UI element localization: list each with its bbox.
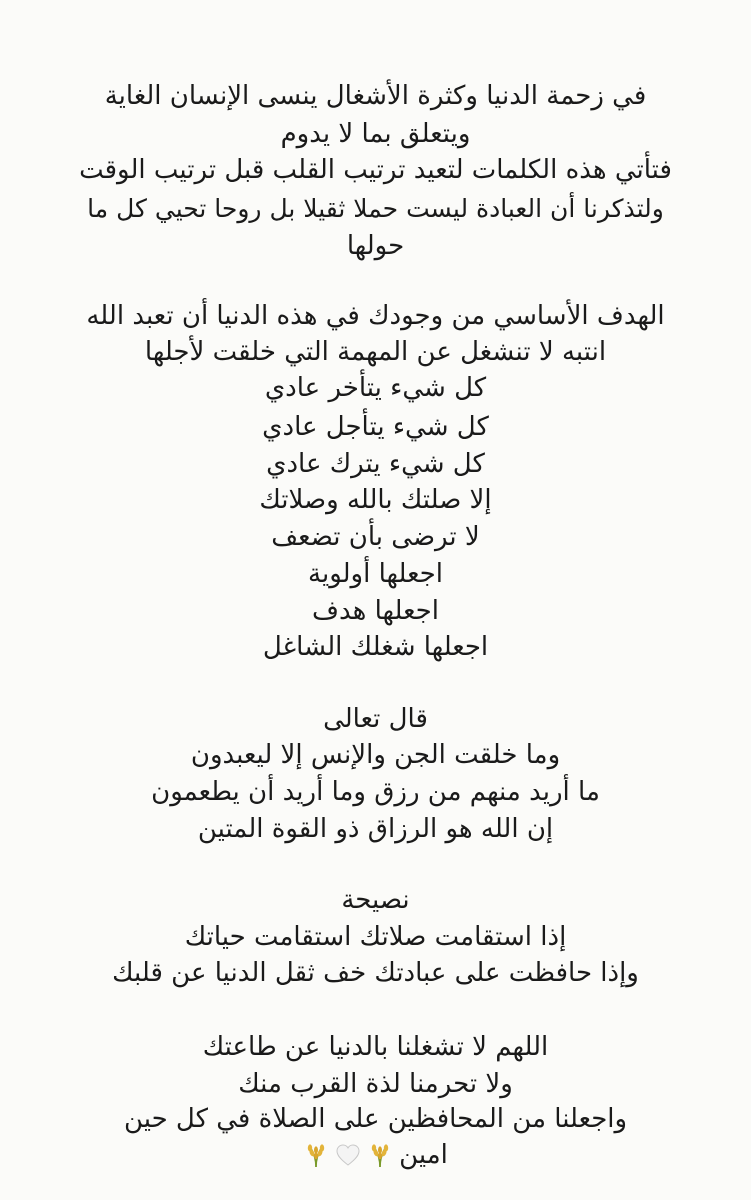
advice-heading: نصيحة	[341, 885, 410, 915]
closing-group	[303, 1138, 448, 1172]
closing-line	[0, 1138, 751, 1172]
verse-line-3: إن الله هو الرزاق ذو القوة المتين	[197, 814, 554, 844]
intro-line-4: ولتذكرنا أن العبادة ليست حملا ثقيلا بل روحا تحيي كل ما	[87, 194, 664, 223]
white-heart-icon	[335, 1142, 361, 1168]
amen-text: امين	[399, 1140, 448, 1170]
prayer-line-1: اللهم لا تشغلنا بالدنيا عن طاعتك	[202, 1032, 549, 1062]
advice-line-1: إذا استقامت صلاتك استقامت حياتك	[184, 922, 567, 952]
verse-heading: قال تعالى	[323, 704, 428, 734]
purpose-line-6: إلا صلتك بالله وصلاتك	[259, 485, 492, 515]
purpose-line-3: كل شيء يتأخر عادي	[264, 373, 487, 403]
purpose-line-7: لا ترضى بأن تضعف	[271, 522, 480, 552]
wheat-icon	[367, 1142, 393, 1168]
purpose-line-10: اجعلها شغلك الشاغل	[262, 632, 489, 662]
wheat-icon	[303, 1142, 329, 1168]
prayer-line-3: واجعلنا من المحافظين على الصلاة في كل حين	[123, 1104, 628, 1134]
purpose-line-1: الهدف الأساسي من وجودك في هذه الدنيا أن تعبد الله	[86, 301, 665, 331]
purpose-line-9: اجعلها هدف	[312, 596, 439, 626]
intro-line-2: ويتعلق بما لا يدوم	[280, 119, 471, 149]
purpose-line-8: اجعلها أولوية	[308, 559, 443, 589]
purpose-line-5: كل شيء يترك عادي	[266, 449, 485, 479]
purpose-line-2: انتبه لا تنشغل عن المهمة التي خلقت لأجلها	[144, 337, 607, 367]
verse-line-1: وما خلقت الجن والإنس إلا ليعبدون	[190, 740, 561, 770]
prayer-line-2: ولا تحرمنا لذة القرب منك	[238, 1069, 513, 1099]
advice-line-2: وإذا حافظت على عبادتك خف ثقل الدنيا عن قلبك	[112, 958, 639, 988]
intro-line-5: حولها	[346, 231, 405, 261]
intro-line-1: في زحمة الدنيا وكثرة الأشغال ينسى الإنسان الغاية	[104, 81, 647, 111]
verse-line-2: ما أريد منهم من رزق وما أريد أن يطعمون	[151, 777, 600, 807]
intro-line-3: فتأتي هذه الكلمات لتعيد ترتيب القلب قبل ترتيب الوقت	[79, 155, 672, 185]
purpose-line-4: كل شيء يتأجل عادي	[262, 412, 489, 442]
